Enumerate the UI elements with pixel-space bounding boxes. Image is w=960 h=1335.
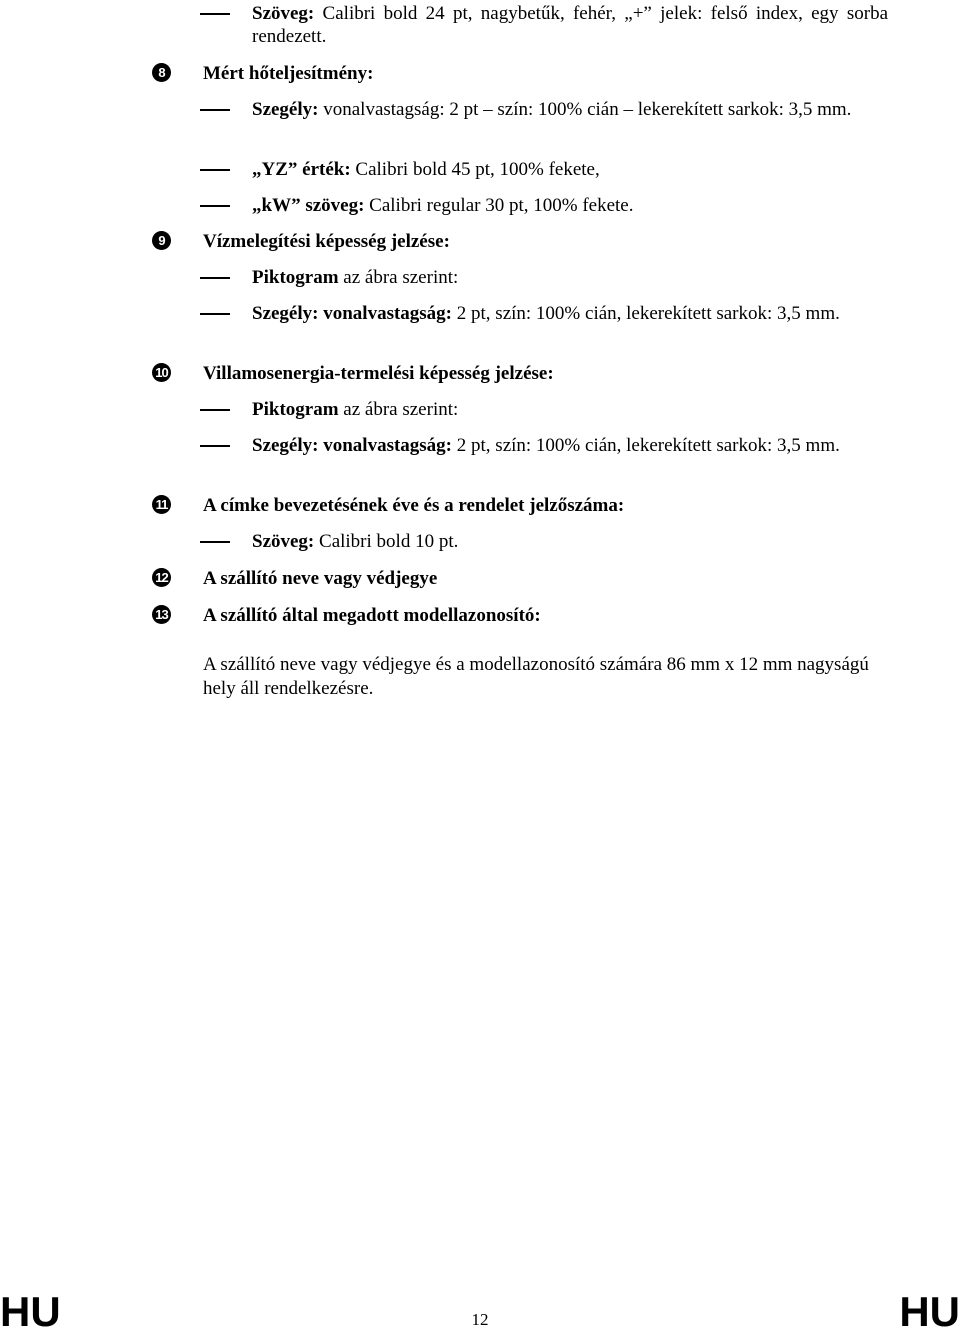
- number-badge: 9: [152, 231, 171, 250]
- number-badge: 13: [152, 605, 171, 624]
- spec-label: „YZ” érték:: [252, 159, 351, 180]
- spec-label: Szöveg:: [252, 531, 315, 552]
- spec-label: Piktogram: [252, 399, 339, 420]
- heading-text: A szállító neve vagy védjegye: [203, 568, 438, 589]
- heading-text: Villamosenergia-termelési képesség jelzése:: [203, 363, 554, 384]
- spec-label: Szegély: vonalvastagság:: [252, 435, 453, 456]
- spec-value: Calibri bold 10 pt.: [314, 531, 459, 552]
- heading-text: Vízmelegítési képesség jelzése:: [203, 231, 450, 252]
- spec-label: Szöveg:: [252, 3, 315, 24]
- page-number: 12: [471, 1310, 489, 1329]
- footer-language-code-right: HU: [899, 1288, 960, 1335]
- dash-bullet: [200, 277, 230, 279]
- spec-value: 2 pt, szín: 100% cián, lekerekített sarkok: 3,5 mm.: [452, 435, 840, 456]
- spec-label: Piktogram: [252, 267, 339, 288]
- dash-bullet: [200, 13, 230, 15]
- spec-label: „kW” szöveg:: [252, 195, 365, 216]
- number-badge: 8: [152, 63, 171, 82]
- number-badge: 11: [152, 495, 171, 514]
- spec-value: az ábra szerint:: [338, 267, 459, 288]
- heading-text: A címke bevezetésének éve és a rendelet jelzőszáma:: [203, 495, 625, 516]
- number-badge: 10: [152, 363, 171, 382]
- spec-value: Calibri bold 45 pt, 100% fekete,: [350, 159, 600, 180]
- spec-value: vonalvastagság: 2 pt – szín: 100% cián – lekerekített sarkok: 3,5 mm.: [318, 99, 852, 120]
- dash-bullet: [200, 445, 230, 447]
- spec-value: Calibri regular 30 pt, 100% fekete.: [364, 195, 634, 216]
- spec-label: Szegély: vonalvastagság:: [252, 303, 453, 324]
- spec-label: Szegély:: [252, 99, 319, 120]
- dash-bullet: [200, 541, 230, 543]
- body-paragraph: A szállító neve vagy védjegye és a modellazonosító számára 86 mm x 12 mm nagyságú hely áll rendelkezésre.: [203, 654, 869, 699]
- dash-bullet: [200, 109, 230, 111]
- footer-language-code-left: HU: [0, 1288, 61, 1335]
- spec-value: 2 pt, szín: 100% cián, lekerekített sarkok: 3,5 mm.: [452, 303, 840, 324]
- heading-text: Mért hőteljesítmény:: [203, 63, 374, 84]
- dash-bullet: [200, 409, 230, 411]
- spec-value: az ábra szerint:: [338, 399, 459, 420]
- dash-bullet: [200, 313, 230, 315]
- number-badge: 12: [152, 568, 171, 587]
- dash-bullet: [200, 169, 230, 171]
- dash-bullet: [200, 205, 230, 207]
- spec-value: Calibri bold 24 pt, nagybetűk, fehér, „+” jelek: felső index, egy sorba rendezett.: [252, 3, 888, 47]
- heading-text: A szállító által megadott modellazonosító:: [203, 605, 541, 626]
